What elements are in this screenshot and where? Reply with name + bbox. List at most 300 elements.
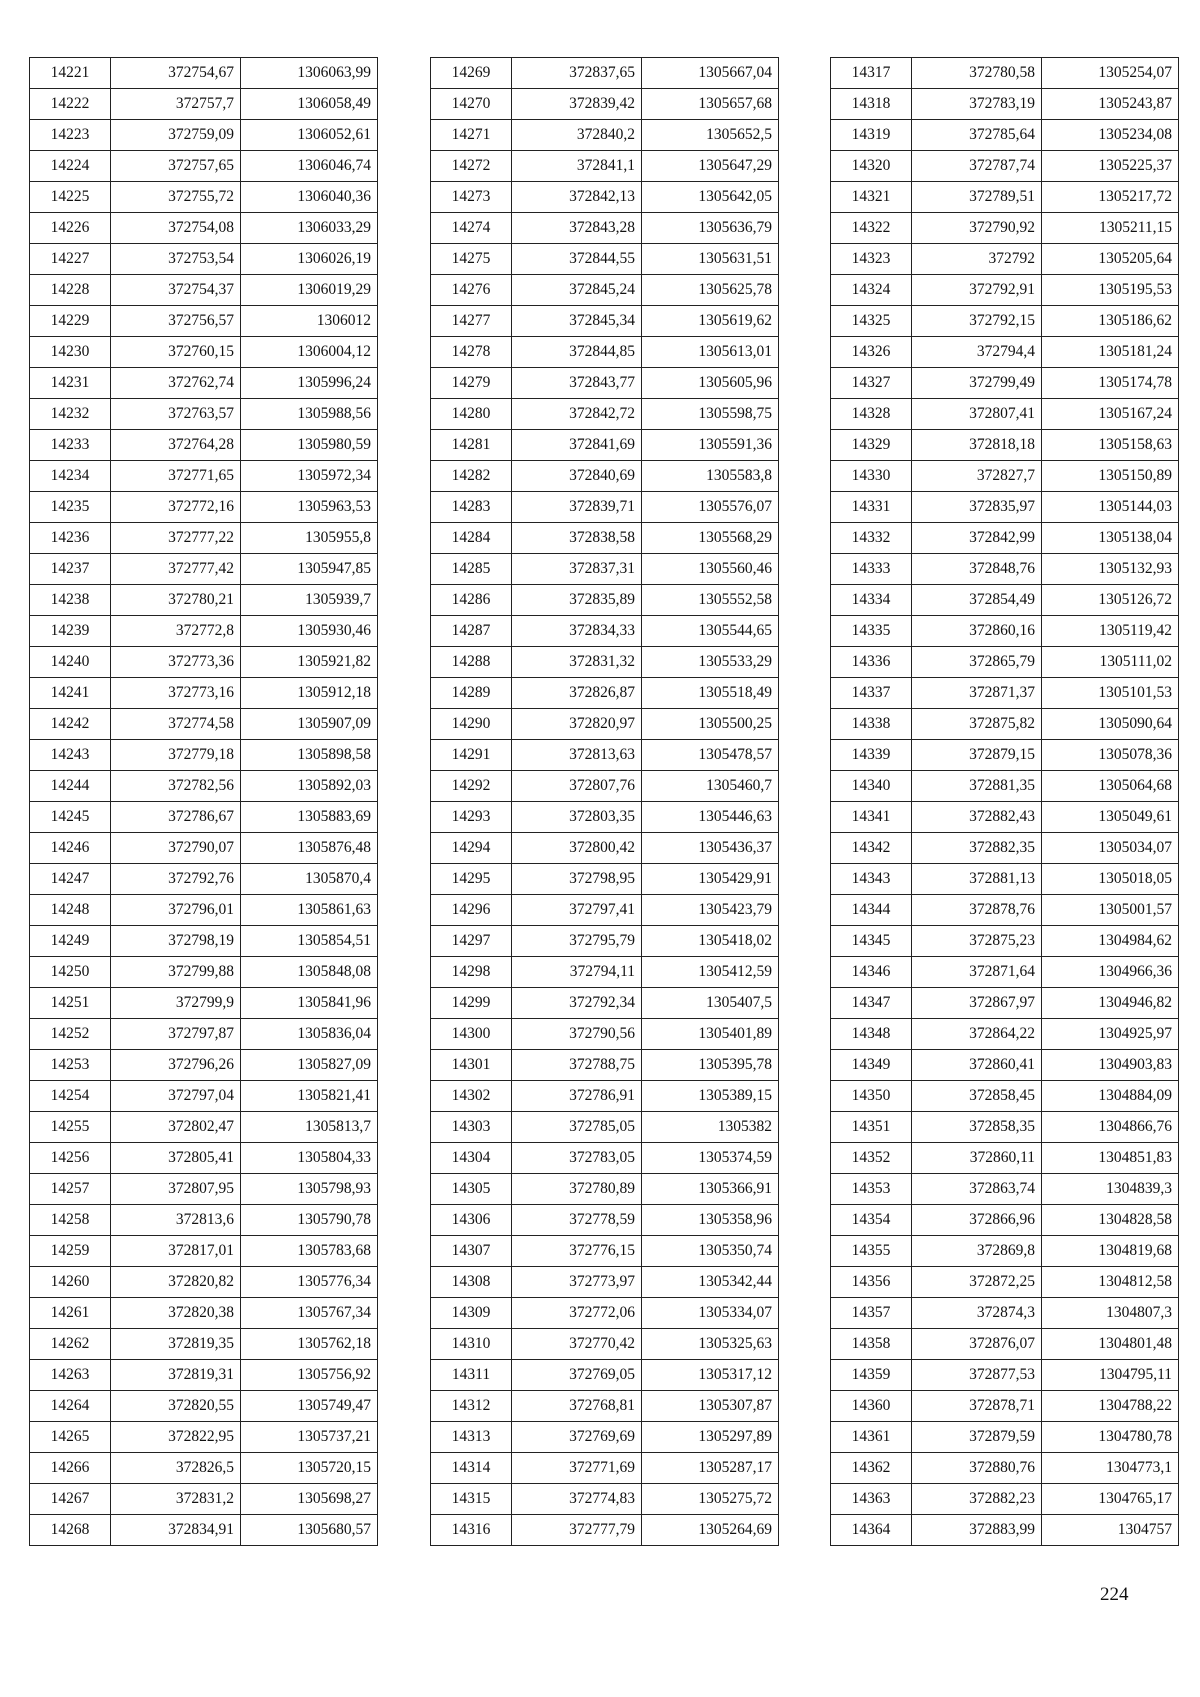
point-number-cell: 14328: [831, 399, 912, 430]
x-coordinate-cell: 372840,2: [512, 120, 642, 151]
x-coordinate-cell: 372845,34: [512, 306, 642, 337]
x-coordinate-cell: 372776,15: [512, 1236, 642, 1267]
x-coordinate-cell: 372764,28: [111, 430, 241, 461]
table-row: [431, 554, 779, 585]
y-coordinate-cell: 1305598,75: [642, 399, 779, 430]
x-coordinate-cell: 372798,19: [111, 926, 241, 957]
y-coordinate-cell: 1305317,12: [642, 1360, 779, 1391]
y-coordinate-cell: 1305144,03: [1042, 492, 1179, 523]
table-row: [831, 988, 1179, 1019]
point-number-cell: 14230: [30, 337, 111, 368]
x-coordinate-cell: 372772,06: [512, 1298, 642, 1329]
y-coordinate-cell: 1305698,27: [241, 1484, 378, 1515]
point-number-cell: 14351: [831, 1112, 912, 1143]
x-coordinate-cell: 372792,15: [912, 306, 1042, 337]
table-row: [831, 399, 1179, 430]
point-number-cell: 14323: [831, 244, 912, 275]
y-coordinate-cell: 1305756,92: [241, 1360, 378, 1391]
point-number-cell: 14295: [431, 864, 512, 895]
y-coordinate-cell: 1305783,68: [241, 1236, 378, 1267]
y-coordinate-cell: 1305205,64: [1042, 244, 1179, 275]
point-number-cell: 14302: [431, 1081, 512, 1112]
x-coordinate-cell: 372874,3: [912, 1298, 1042, 1329]
table-row: [431, 430, 779, 461]
x-coordinate-cell: 372879,59: [912, 1422, 1042, 1453]
x-coordinate-cell: 372864,22: [912, 1019, 1042, 1050]
y-coordinate-cell: 1305804,33: [241, 1143, 378, 1174]
point-number-cell: 14270: [431, 89, 512, 120]
table-row: [431, 833, 779, 864]
table-row: [431, 244, 779, 275]
y-coordinate-cell: 1305225,37: [1042, 151, 1179, 182]
coordinate-table-1: [29, 57, 378, 1546]
x-coordinate-cell: 372879,15: [912, 740, 1042, 771]
y-coordinate-cell: 1305892,03: [241, 771, 378, 802]
y-coordinate-cell: 1305234,08: [1042, 120, 1179, 151]
table-row: [431, 1515, 779, 1546]
y-coordinate-cell: 1304757: [1042, 1515, 1179, 1546]
y-coordinate-cell: 1304801,48: [1042, 1329, 1179, 1360]
y-coordinate-cell: 1305921,82: [241, 647, 378, 678]
table-row: [431, 926, 779, 957]
table-row: [431, 1391, 779, 1422]
point-number-cell: 14316: [431, 1515, 512, 1546]
y-coordinate-cell: 1305605,96: [642, 368, 779, 399]
point-number-cell: 14223: [30, 120, 111, 151]
x-coordinate-cell: 372858,45: [912, 1081, 1042, 1112]
point-number-cell: 14301: [431, 1050, 512, 1081]
point-number-cell: 14308: [431, 1267, 512, 1298]
x-coordinate-cell: 372822,95: [111, 1422, 241, 1453]
point-number-cell: 14228: [30, 275, 111, 306]
x-coordinate-cell: 372797,87: [111, 1019, 241, 1050]
table-row: [431, 399, 779, 430]
table-row: [831, 709, 1179, 740]
y-coordinate-cell: 1304788,22: [1042, 1391, 1179, 1422]
table-row: [431, 275, 779, 306]
point-number-cell: 14262: [30, 1329, 111, 1360]
x-coordinate-cell: 372841,69: [512, 430, 642, 461]
x-coordinate-cell: 372799,49: [912, 368, 1042, 399]
table-row: [431, 1360, 779, 1391]
point-number-cell: 14280: [431, 399, 512, 430]
y-coordinate-cell: 1305342,44: [642, 1267, 779, 1298]
y-coordinate-cell: 1304828,58: [1042, 1205, 1179, 1236]
x-coordinate-cell: 372757,65: [111, 151, 241, 182]
table-row: [30, 89, 378, 120]
x-coordinate-cell: 372780,21: [111, 585, 241, 616]
x-coordinate-cell: 372817,01: [111, 1236, 241, 1267]
point-number-cell: 14246: [30, 833, 111, 864]
y-coordinate-cell: 1305813,7: [241, 1112, 378, 1143]
coordinate-table-2: [430, 57, 779, 1546]
table-row: [30, 740, 378, 771]
y-coordinate-cell: 1305947,85: [241, 554, 378, 585]
x-coordinate-cell: 372792,34: [512, 988, 642, 1019]
table-row: [30, 1515, 378, 1546]
x-coordinate-cell: 372813,63: [512, 740, 642, 771]
point-number-cell: 14349: [831, 1050, 912, 1081]
point-number-cell: 14336: [831, 647, 912, 678]
point-number-cell: 14233: [30, 430, 111, 461]
point-number-cell: 14244: [30, 771, 111, 802]
point-number-cell: 14315: [431, 1484, 512, 1515]
x-coordinate-cell: 372845,24: [512, 275, 642, 306]
table-body: [30, 58, 378, 1546]
point-number-cell: 14258: [30, 1205, 111, 1236]
table-row: [831, 833, 1179, 864]
x-coordinate-cell: 372774,83: [512, 1484, 642, 1515]
y-coordinate-cell: 1305150,89: [1042, 461, 1179, 492]
x-coordinate-cell: 372860,41: [912, 1050, 1042, 1081]
table-row: [431, 151, 779, 182]
point-number-cell: 14326: [831, 337, 912, 368]
y-coordinate-cell: 1306063,99: [241, 58, 378, 89]
x-coordinate-cell: 372800,42: [512, 833, 642, 864]
x-coordinate-cell: 372837,31: [512, 554, 642, 585]
point-number-cell: 14363: [831, 1484, 912, 1515]
table-row: [30, 244, 378, 275]
point-number-cell: 14254: [30, 1081, 111, 1112]
x-coordinate-cell: 372872,25: [912, 1267, 1042, 1298]
x-coordinate-cell: 372834,33: [512, 616, 642, 647]
table-row: [831, 492, 1179, 523]
table-row: [30, 1019, 378, 1050]
point-number-cell: 14221: [30, 58, 111, 89]
point-number-cell: 14263: [30, 1360, 111, 1391]
table-row: [431, 58, 779, 89]
table-row: [431, 1298, 779, 1329]
y-coordinate-cell: 1305776,34: [241, 1267, 378, 1298]
y-coordinate-cell: 1305583,8: [642, 461, 779, 492]
x-coordinate-cell: 372788,75: [512, 1050, 642, 1081]
table-row: [831, 1205, 1179, 1236]
y-coordinate-cell: 1304925,97: [1042, 1019, 1179, 1050]
table-row: [431, 213, 779, 244]
x-coordinate-cell: 372790,92: [912, 213, 1042, 244]
y-coordinate-cell: 1305366,91: [642, 1174, 779, 1205]
table-row: [30, 802, 378, 833]
y-coordinate-cell: 1304866,76: [1042, 1112, 1179, 1143]
point-number-cell: 14331: [831, 492, 912, 523]
y-coordinate-cell: 1305667,04: [642, 58, 779, 89]
x-coordinate-cell: 372820,82: [111, 1267, 241, 1298]
table-row: [831, 1298, 1179, 1329]
x-coordinate-cell: 372878,71: [912, 1391, 1042, 1422]
point-number-cell: 14314: [431, 1453, 512, 1484]
y-coordinate-cell: 1305167,24: [1042, 399, 1179, 430]
y-coordinate-cell: 1305195,53: [1042, 275, 1179, 306]
y-coordinate-cell: 1306033,29: [241, 213, 378, 244]
x-coordinate-cell: 372772,8: [111, 616, 241, 647]
y-coordinate-cell: 1305647,29: [642, 151, 779, 182]
table-row: [431, 120, 779, 151]
x-coordinate-cell: 372869,8: [912, 1236, 1042, 1267]
y-coordinate-cell: 1306019,29: [241, 275, 378, 306]
table-row: [831, 895, 1179, 926]
y-coordinate-cell: 1305988,56: [241, 399, 378, 430]
y-coordinate-cell: 1305064,68: [1042, 771, 1179, 802]
point-number-cell: 14256: [30, 1143, 111, 1174]
point-number-cell: 14362: [831, 1453, 912, 1484]
table-row: [831, 89, 1179, 120]
point-number-cell: 14344: [831, 895, 912, 926]
x-coordinate-cell: 372785,05: [512, 1112, 642, 1143]
x-coordinate-cell: 372799,9: [111, 988, 241, 1019]
point-number-cell: 14338: [831, 709, 912, 740]
point-number-cell: 14292: [431, 771, 512, 802]
y-coordinate-cell: 1305423,79: [642, 895, 779, 926]
x-coordinate-cell: 372880,76: [912, 1453, 1042, 1484]
point-number-cell: 14339: [831, 740, 912, 771]
point-number-cell: 14249: [30, 926, 111, 957]
point-number-cell: 14236: [30, 523, 111, 554]
table-row: [431, 957, 779, 988]
x-coordinate-cell: 372878,76: [912, 895, 1042, 926]
y-coordinate-cell: 1305374,59: [642, 1143, 779, 1174]
point-number-cell: 14275: [431, 244, 512, 275]
x-coordinate-cell: 372882,23: [912, 1484, 1042, 1515]
table-row: [831, 864, 1179, 895]
table-row: [431, 1081, 779, 1112]
y-coordinate-cell: 1305297,89: [642, 1422, 779, 1453]
point-number-cell: 14322: [831, 213, 912, 244]
table-row: [30, 616, 378, 647]
point-number-cell: 14310: [431, 1329, 512, 1360]
y-coordinate-cell: 1305737,21: [241, 1422, 378, 1453]
x-coordinate-cell: 372819,35: [111, 1329, 241, 1360]
point-number-cell: 14273: [431, 182, 512, 213]
x-coordinate-cell: 372841,1: [512, 151, 642, 182]
table-row: [831, 523, 1179, 554]
table-row: [30, 647, 378, 678]
x-coordinate-cell: 372843,77: [512, 368, 642, 399]
y-coordinate-cell: 1304780,78: [1042, 1422, 1179, 1453]
y-coordinate-cell: 1305883,69: [241, 802, 378, 833]
point-number-cell: 14311: [431, 1360, 512, 1391]
x-coordinate-cell: 372835,89: [512, 585, 642, 616]
x-coordinate-cell: 372827,7: [912, 461, 1042, 492]
table-row: [30, 1360, 378, 1391]
table-row: [431, 337, 779, 368]
point-number-cell: 14330: [831, 461, 912, 492]
point-number-cell: 14222: [30, 89, 111, 120]
table-row: [831, 151, 1179, 182]
point-number-cell: 14265: [30, 1422, 111, 1453]
table-row: [30, 492, 378, 523]
x-coordinate-cell: 372777,79: [512, 1515, 642, 1546]
table-row: [831, 461, 1179, 492]
y-coordinate-cell: 1304812,58: [1042, 1267, 1179, 1298]
y-coordinate-cell: 1305560,46: [642, 554, 779, 585]
y-coordinate-cell: 1306040,36: [241, 182, 378, 213]
table-row: [831, 213, 1179, 244]
y-coordinate-cell: 1305350,74: [642, 1236, 779, 1267]
table-row: [30, 1112, 378, 1143]
y-coordinate-cell: 1305358,96: [642, 1205, 779, 1236]
point-number-cell: 14235: [30, 492, 111, 523]
table-row: [431, 1205, 779, 1236]
point-number-cell: 14264: [30, 1391, 111, 1422]
point-number-cell: 14360: [831, 1391, 912, 1422]
point-number-cell: 14309: [431, 1298, 512, 1329]
table-row: [30, 554, 378, 585]
x-coordinate-cell: 372865,79: [912, 647, 1042, 678]
x-coordinate-cell: 372882,43: [912, 802, 1042, 833]
y-coordinate-cell: 1305264,69: [642, 1515, 779, 1546]
table-row: [30, 368, 378, 399]
x-coordinate-cell: 372883,99: [912, 1515, 1042, 1546]
point-number-cell: 14242: [30, 709, 111, 740]
point-number-cell: 14335: [831, 616, 912, 647]
table-row: [30, 213, 378, 244]
point-number-cell: 14355: [831, 1236, 912, 1267]
point-number-cell: 14354: [831, 1205, 912, 1236]
table-row: [431, 647, 779, 678]
y-coordinate-cell: 1304851,83: [1042, 1143, 1179, 1174]
y-coordinate-cell: 1305939,7: [241, 585, 378, 616]
table-row: [431, 1422, 779, 1453]
x-coordinate-cell: 372769,69: [512, 1422, 642, 1453]
table-row: [431, 802, 779, 833]
y-coordinate-cell: 1305001,57: [1042, 895, 1179, 926]
y-coordinate-cell: 1305861,63: [241, 895, 378, 926]
table-row: [831, 58, 1179, 89]
y-coordinate-cell: 1305275,72: [642, 1484, 779, 1515]
point-number-cell: 14293: [431, 802, 512, 833]
y-coordinate-cell: 1305652,5: [642, 120, 779, 151]
table-row: [831, 1515, 1179, 1546]
table-row: [831, 1391, 1179, 1422]
table-row: [30, 1050, 378, 1081]
x-coordinate-cell: 372881,35: [912, 771, 1042, 802]
table-row: [431, 1484, 779, 1515]
point-number-cell: 14247: [30, 864, 111, 895]
point-number-cell: 14231: [30, 368, 111, 399]
x-coordinate-cell: 372774,58: [111, 709, 241, 740]
table-row: [30, 1422, 378, 1453]
y-coordinate-cell: 1305963,53: [241, 492, 378, 523]
y-coordinate-cell: 1304807,3: [1042, 1298, 1179, 1329]
x-coordinate-cell: 372795,79: [512, 926, 642, 957]
point-number-cell: 14287: [431, 616, 512, 647]
y-coordinate-cell: 1305619,62: [642, 306, 779, 337]
y-coordinate-cell: 1305181,24: [1042, 337, 1179, 368]
y-coordinate-cell: 1305217,72: [1042, 182, 1179, 213]
table-row: [831, 1422, 1179, 1453]
y-coordinate-cell: 1306012: [241, 306, 378, 337]
point-number-cell: 14229: [30, 306, 111, 337]
x-coordinate-cell: 372831,2: [111, 1484, 241, 1515]
y-coordinate-cell: 1305478,57: [642, 740, 779, 771]
x-coordinate-cell: 372842,13: [512, 182, 642, 213]
y-coordinate-cell: 1305243,87: [1042, 89, 1179, 120]
point-number-cell: 14299: [431, 988, 512, 1019]
table-row: [30, 523, 378, 554]
y-coordinate-cell: 1305898,58: [241, 740, 378, 771]
table-row: [831, 1453, 1179, 1484]
table-row: [431, 1236, 779, 1267]
y-coordinate-cell: 1305576,07: [642, 492, 779, 523]
point-number-cell: 14238: [30, 585, 111, 616]
y-coordinate-cell: 1305436,37: [642, 833, 779, 864]
table-row: [831, 275, 1179, 306]
y-coordinate-cell: 1305111,02: [1042, 647, 1179, 678]
table-row: [30, 1484, 378, 1515]
x-coordinate-cell: 372783,19: [912, 89, 1042, 120]
table-row: [831, 957, 1179, 988]
point-number-cell: 14260: [30, 1267, 111, 1298]
point-number-cell: 14329: [831, 430, 912, 461]
coordinate-table-3: [830, 57, 1179, 1546]
table-row: [431, 1174, 779, 1205]
point-number-cell: 14345: [831, 926, 912, 957]
point-number-cell: 14227: [30, 244, 111, 275]
point-number-cell: 14266: [30, 1453, 111, 1484]
table-row: [831, 678, 1179, 709]
point-number-cell: 14340: [831, 771, 912, 802]
y-coordinate-cell: 1305876,48: [241, 833, 378, 864]
table-row: [30, 1143, 378, 1174]
x-coordinate-cell: 372848,76: [912, 554, 1042, 585]
x-coordinate-cell: 372780,89: [512, 1174, 642, 1205]
table-row: [831, 244, 1179, 275]
x-coordinate-cell: 372844,55: [512, 244, 642, 275]
point-number-cell: 14272: [431, 151, 512, 182]
table-row: [831, 1484, 1179, 1515]
table-row: [431, 461, 779, 492]
table-row: [30, 1174, 378, 1205]
y-coordinate-cell: 1304966,36: [1042, 957, 1179, 988]
table-row: [30, 1391, 378, 1422]
y-coordinate-cell: 1305119,42: [1042, 616, 1179, 647]
y-coordinate-cell: 1305827,09: [241, 1050, 378, 1081]
y-coordinate-cell: 1305821,41: [241, 1081, 378, 1112]
table-row: [431, 368, 779, 399]
x-coordinate-cell: 372794,11: [512, 957, 642, 988]
point-number-cell: 14337: [831, 678, 912, 709]
y-coordinate-cell: 1305211,15: [1042, 213, 1179, 244]
y-coordinate-cell: 1305518,49: [642, 678, 779, 709]
x-coordinate-cell: 372826,87: [512, 678, 642, 709]
y-coordinate-cell: 1305138,04: [1042, 523, 1179, 554]
table-row: [431, 1329, 779, 1360]
table-row: [831, 616, 1179, 647]
point-number-cell: 14342: [831, 833, 912, 864]
x-coordinate-cell: 372871,37: [912, 678, 1042, 709]
point-number-cell: 14241: [30, 678, 111, 709]
x-coordinate-cell: 372831,32: [512, 647, 642, 678]
table-row: [30, 151, 378, 182]
x-coordinate-cell: 372881,13: [912, 864, 1042, 895]
y-coordinate-cell: 1305446,63: [642, 802, 779, 833]
x-coordinate-cell: 372819,31: [111, 1360, 241, 1391]
point-number-cell: 14332: [831, 523, 912, 554]
point-number-cell: 14358: [831, 1329, 912, 1360]
table-row: [431, 182, 779, 213]
x-coordinate-cell: 372797,04: [111, 1081, 241, 1112]
y-coordinate-cell: 1305325,63: [642, 1329, 779, 1360]
x-coordinate-cell: 372756,57: [111, 306, 241, 337]
x-coordinate-cell: 372863,74: [912, 1174, 1042, 1205]
y-coordinate-cell: 1305568,29: [642, 523, 779, 554]
y-coordinate-cell: 1305132,93: [1042, 554, 1179, 585]
table-row: [831, 368, 1179, 399]
y-coordinate-cell: 1305101,53: [1042, 678, 1179, 709]
table-row: [30, 306, 378, 337]
table-row: [831, 1329, 1179, 1360]
point-number-cell: 14312: [431, 1391, 512, 1422]
